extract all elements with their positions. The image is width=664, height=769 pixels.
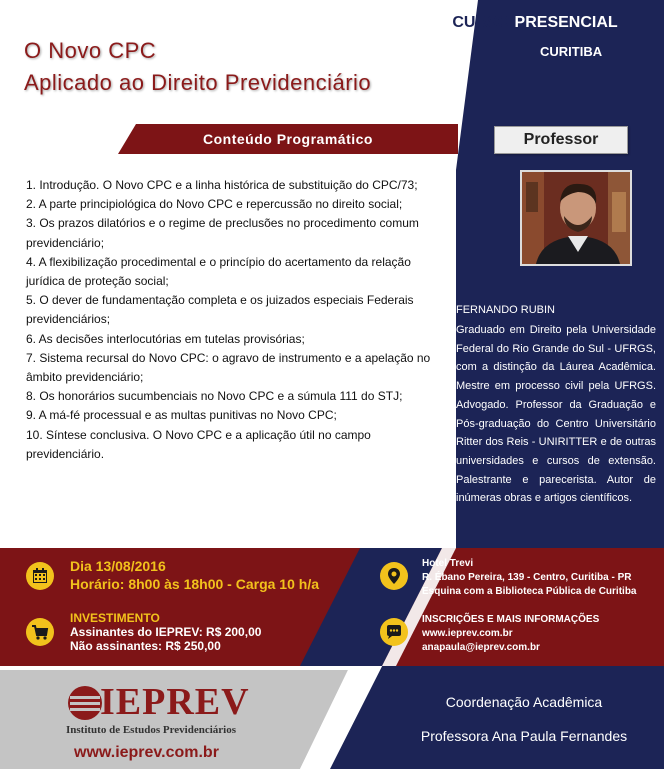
investment-label: INVESTIMENTO xyxy=(70,611,160,625)
price-members: Assinantes do IEPREV: R$ 200,00 xyxy=(70,625,262,639)
list-item: 5. O dever de fundamentação completa e os juizados especiais Federais previdenciários; xyxy=(26,293,414,327)
ieprev-logo-icon xyxy=(66,684,104,722)
brand-name: IEPREV xyxy=(100,681,250,723)
calendar-icon xyxy=(26,562,54,590)
list-item: 2. A parte principiológica do Novo CPC e repercussão no direito social; xyxy=(26,197,403,212)
list-item: 3. Os prazos dilatórios e o regime de preclusões no procedimento comum previdenciário; xyxy=(26,216,419,250)
info-label: INSCRIÇÕES E MAIS INFORMAÇÕES xyxy=(422,614,600,625)
list-item: 9. A má-fé processual e as multas punitivas no Novo CPC; xyxy=(26,408,337,423)
course-mode-text xyxy=(452,14,617,31)
professor-bio: Graduado em Direito pela Universidade Federal do Rio Grande do Sul - UFRGS, com a distinção da Láurea Acadêmica. Mestre em processo civil pela UFRGS. Advogado. Professor da Graduação e Pós-graduação do Centro Universitário Ritter dos Reis - UNIRITTER e de outras universidades e cursos de extensão. Palestrante e parecerista. Autor de inúmeras obras e artigos científicos. xyxy=(456,324,656,505)
professor-label: Professor xyxy=(494,126,628,154)
venue-address: R. Ébano Pereira, 139 - Centro, Curitiba - PR xyxy=(422,572,632,583)
coordination-person: Professora Ana Paula Fernandes xyxy=(420,728,628,744)
course-mode-word: CURSO xyxy=(452,14,511,31)
course-mode-word: PRESENCIAL xyxy=(510,14,618,31)
info-site[interactable]: www.ieprev.com.br xyxy=(422,628,513,639)
venue-name: Hotel Trevi xyxy=(422,558,474,569)
brand-url[interactable]: www.ieprev.com.br xyxy=(74,744,219,761)
program-heading: Conteúdo Programático xyxy=(203,131,373,147)
course-mode xyxy=(440,14,630,32)
course-title-line2: Aplicado ao Direito Previdenciário xyxy=(24,70,372,95)
info-email[interactable]: anapaula@ieprev.com.br xyxy=(422,642,540,653)
list-item: 1. Introdução. O Novo CPC e a linha histórica de substituição do CPC/73; xyxy=(26,178,418,192)
chat-icon xyxy=(380,618,408,646)
price-non-members: Não assinantes: R$ 250,00 xyxy=(70,639,221,653)
event-date: Dia 13/08/2016 xyxy=(70,558,166,574)
professor-photo xyxy=(520,170,632,266)
location-pin-icon xyxy=(380,562,408,590)
list-item: 4. A flexibilização procedimental e o princípio do acertamento da relação jurídica de proteção social; xyxy=(26,254,411,289)
list-item: 10. Síntese conclusiva. O Novo CPC e a aplicação útil no campo previdenciário. xyxy=(26,427,371,461)
coordination-label: Coordenação Acadêmica xyxy=(445,694,603,710)
list-item: 8. Os honorários sucumbenciais no Novo CPC e a súmula 111 do STJ; xyxy=(26,389,403,404)
brand-subtitle: Instituto de Estudos Previdenciários xyxy=(66,724,237,736)
course-title-line1: O Novo CPC xyxy=(24,38,157,63)
list-item: 7. Sistema recursal do Novo CPC: o agravo de instrumento e a apelação no âmbito previdenciário; xyxy=(26,350,431,385)
venue-reference: Esquina com a Biblioteca Pública de Curitiba xyxy=(422,586,637,597)
list-item: 6. As decisões interlocutórias em tutelas provisórias; xyxy=(26,331,305,346)
event-hours: Horário: 8h00 às 18h00 - Carga 10 h/a xyxy=(70,576,319,592)
course-city: CURITIBA xyxy=(540,44,603,59)
professor-name: FERNANDO RUBIN xyxy=(456,304,556,316)
cart-icon xyxy=(26,618,54,646)
program-list xyxy=(26,176,436,464)
